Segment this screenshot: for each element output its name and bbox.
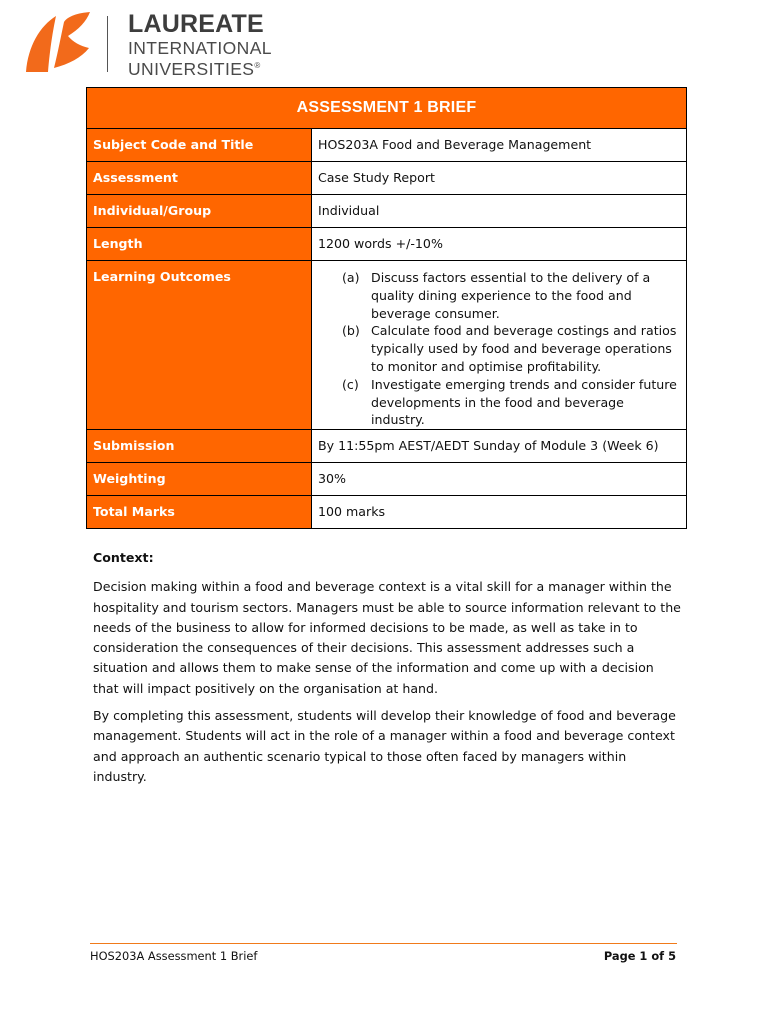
logo-line-international: INTERNATIONAL [128,38,272,58]
outcome-marker: (c) [342,376,359,392]
label-total-marks: Total Marks [87,496,312,529]
value-submission: By 11:55pm AEST/AEDT Sunday of Module 3 (Week 6) [312,430,687,463]
logo-wordmark [128,12,272,78]
assessment-brief-table [86,87,687,529]
value-weighting: 30% [312,463,687,496]
list-item [342,269,680,322]
table-row [87,129,687,162]
context-heading: Context: [93,550,154,565]
list-item [342,322,680,375]
table-row [87,195,687,228]
value-assessment: Case Study Report [312,162,687,195]
value-length: 1200 words +/-10% [312,228,687,261]
logo-line-laureate: LAUREATE [128,10,264,38]
outcome-text: Calculate food and beverage costings and ratios typically used by food and beverage operations to monitor and optimise profitability. [371,323,677,374]
label-subject: Subject Code and Title [87,129,312,162]
table-row [87,496,687,529]
label-learning-outcomes: Learning Outcomes [87,261,312,430]
footer-page-number: Page 1 of 5 [603,949,676,963]
laureate-logo [24,10,284,79]
logo-divider [107,16,108,72]
label-weighting: Weighting [87,463,312,496]
table-row [87,162,687,195]
context-paragraph-2: By completing this assessment, students will develop their knowledge of food and beverage management. Students will act in the role of a manager within a food and beverage context and approach an authentic scenario typical to those often faced by managers within industry. [93,708,676,784]
list-item [342,376,680,429]
outcome-marker: (b) [342,323,360,339]
value-subject: HOS203A Food and Beverage Management [312,129,687,162]
learning-outcomes-list [318,269,680,429]
outcome-text: Investigate emerging trends and consider future developments in the food and beverage industry. [371,376,677,428]
footer-divider [90,943,677,944]
label-submission: Submission [87,430,312,463]
value-learning-outcomes [312,261,687,430]
label-individual-group: Individual/Group [87,195,312,228]
value-total-marks: 100 marks [312,496,687,529]
outcome-text: Discuss factors essential to the delivery of a quality dining experience to the food and beverage consumer. [371,270,651,321]
footer-document-title: HOS203A Assessment 1 Brief [90,949,258,963]
logo-line-universities: UNIVERSITIES® [128,58,261,79]
table-row [87,463,687,496]
label-length: Length [87,228,312,261]
value-individual-group: Individual [312,195,687,228]
table-row [87,228,687,261]
brief-title: ASSESSMENT 1 BRIEF [87,88,687,129]
table-row [87,261,687,430]
label-assessment: Assessment [87,162,312,195]
table-row [87,430,687,463]
outcome-marker: (a) [342,270,360,285]
laureate-leaf-icon [24,12,92,74]
context-paragraph-1: Decision making within a food and beverage context is a vital skill for a manager within the hospitality and tourism sectors. Managers must be able to source information relevant to the needs of the business to allow for informed decisions to be made, as well as take in to consideration the consequences of their decisions. This assessment addresses such a situation and allows them to make sense of the information and come up with a decision that will impact positively on the organisation at hand. [93,579,681,696]
context-section [93,548,683,794]
